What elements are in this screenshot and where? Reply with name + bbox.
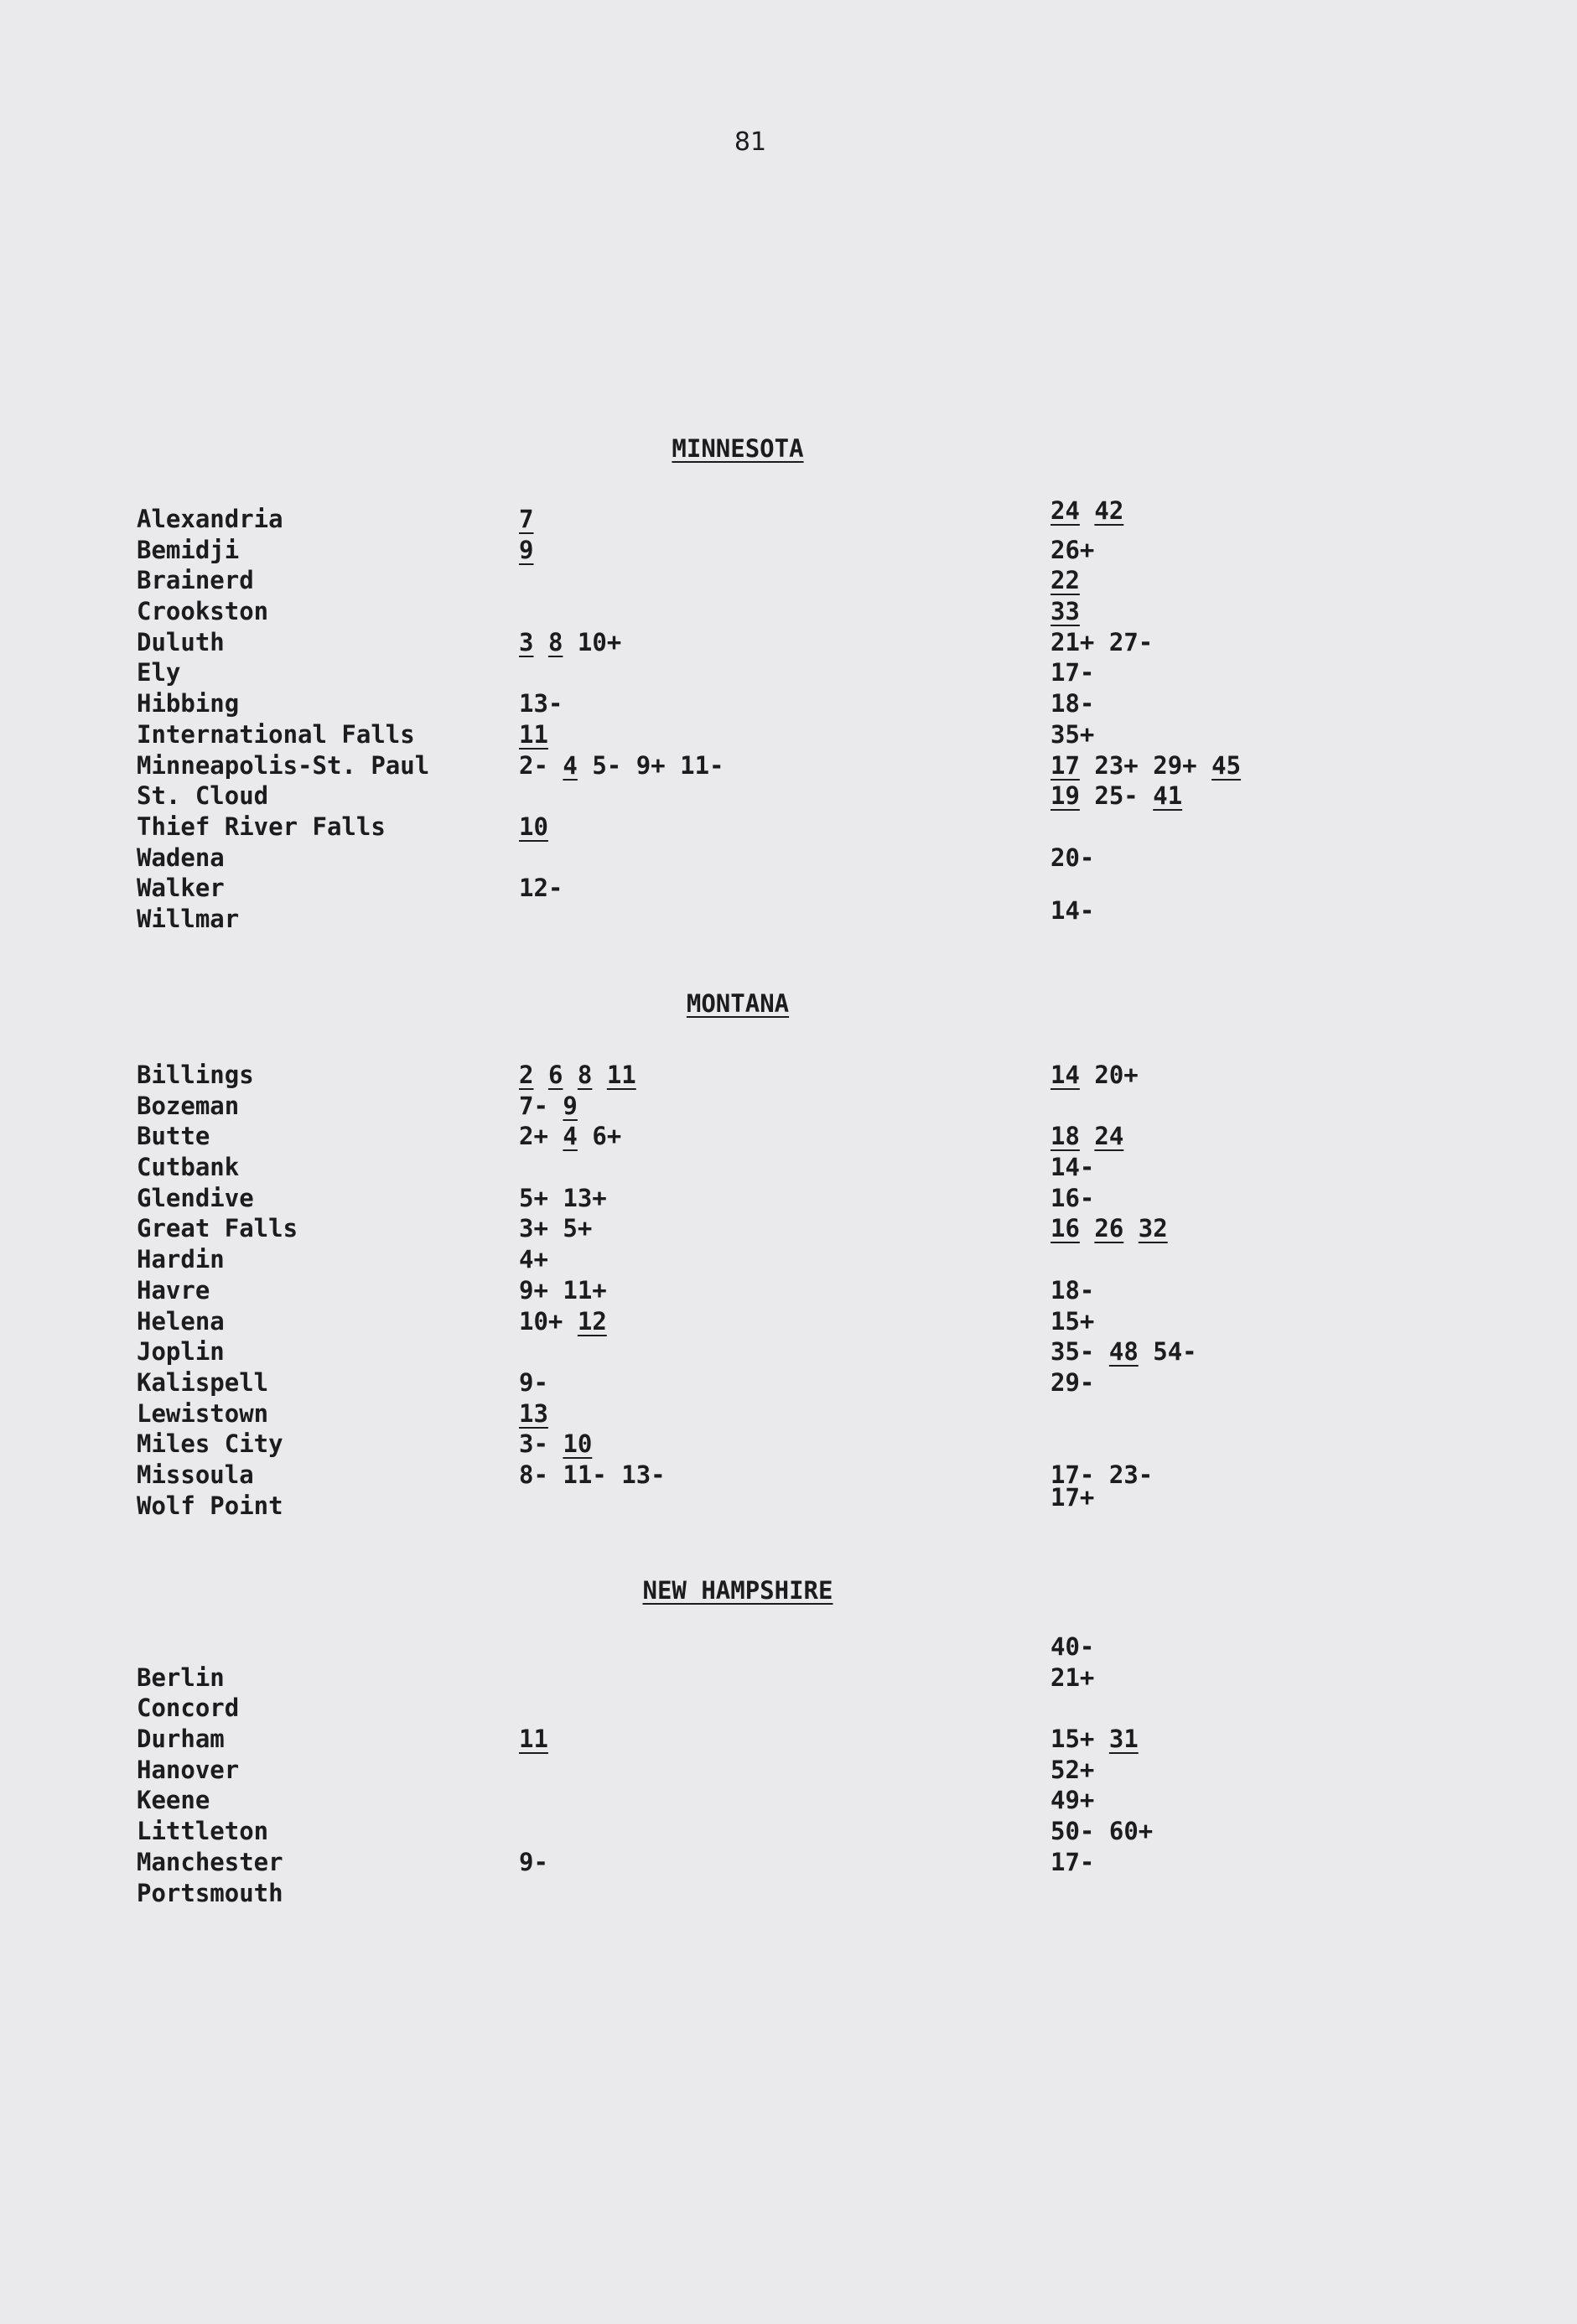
table-row bbox=[0, 1785, 1577, 1816]
first-column-values bbox=[519, 1429, 592, 1459]
first-column-values bbox=[519, 1460, 666, 1490]
second-column-values bbox=[1050, 1816, 1153, 1846]
table-row bbox=[0, 1091, 1577, 1122]
table-row bbox=[0, 1460, 1577, 1491]
city-name: St. Cloud bbox=[137, 781, 269, 811]
table-row bbox=[0, 1398, 1577, 1429]
value-token: 52+ bbox=[1050, 1755, 1095, 1784]
value-token: 12 bbox=[577, 1306, 607, 1336]
table-row bbox=[0, 1152, 1577, 1183]
value-token: 24 bbox=[1094, 1122, 1124, 1151]
value-token: 16- bbox=[1050, 1183, 1095, 1212]
value-token: 9+ bbox=[519, 1275, 548, 1305]
value-token: 9 bbox=[519, 535, 534, 564]
city-name: Hardin bbox=[137, 1245, 225, 1274]
second-column-values bbox=[1050, 843, 1094, 873]
city-name: Duluth bbox=[137, 627, 225, 656]
first-column-values bbox=[519, 504, 533, 534]
value-token: 24 bbox=[1050, 496, 1080, 525]
table-row bbox=[0, 1121, 1577, 1152]
value-token: 26 bbox=[1094, 1214, 1124, 1243]
second-column-values bbox=[1050, 1755, 1094, 1785]
value-token: 16 bbox=[1050, 1214, 1080, 1243]
city-name: Hibbing bbox=[137, 689, 240, 718]
value-token: 20+ bbox=[1094, 1061, 1139, 1089]
city-name: Crookston bbox=[137, 597, 269, 626]
value-token: 23- bbox=[1108, 1460, 1154, 1489]
value-token: 15+ bbox=[1050, 1306, 1095, 1336]
value-token: 6+ bbox=[592, 1122, 622, 1151]
section-new-hampshire bbox=[0, 1631, 1577, 1908]
table-row bbox=[0, 565, 1577, 596]
city-name: Cutbank bbox=[137, 1153, 240, 1182]
city-name: Keene bbox=[137, 1786, 210, 1815]
section-heading-montana: MONTANA bbox=[686, 989, 790, 1018]
table-row bbox=[0, 1631, 1577, 1663]
first-column-values bbox=[519, 627, 621, 657]
second-column-values bbox=[1050, 1367, 1094, 1398]
table-row bbox=[0, 812, 1577, 843]
first-column-values bbox=[519, 873, 563, 903]
value-token: 7 bbox=[519, 505, 534, 533]
section-heading-new-hampshire: NEW HAMPSHIRE bbox=[642, 1576, 833, 1605]
city-name: Littleton bbox=[137, 1817, 269, 1846]
second-column-values bbox=[1050, 565, 1080, 595]
city-name: Havre bbox=[137, 1275, 210, 1305]
value-token: 27- bbox=[1108, 627, 1154, 656]
city-name: Minneapolis-St. Paul bbox=[137, 750, 430, 780]
value-token: 11 bbox=[519, 1725, 548, 1754]
second-column-values bbox=[1050, 1152, 1094, 1182]
city-name: Wolf Point bbox=[137, 1491, 283, 1520]
value-token: 8 bbox=[577, 1061, 593, 1089]
table-row bbox=[0, 1724, 1577, 1755]
table-row bbox=[0, 496, 1577, 535]
table-row bbox=[0, 1693, 1577, 1724]
city-name: Concord bbox=[137, 1694, 240, 1723]
value-token: 60+ bbox=[1108, 1817, 1154, 1846]
second-column-values bbox=[1050, 1663, 1094, 1693]
city-name: Kalispell bbox=[137, 1367, 269, 1397]
first-column-values bbox=[519, 1724, 548, 1754]
table-row bbox=[0, 750, 1577, 781]
second-column-values bbox=[1050, 1785, 1094, 1815]
value-token: 33 bbox=[1050, 597, 1080, 626]
value-token: 35+ bbox=[1050, 719, 1095, 749]
value-token: 9- bbox=[519, 1367, 548, 1397]
table-row bbox=[0, 688, 1577, 719]
first-column-values bbox=[519, 1367, 548, 1398]
city-name: Lewistown bbox=[137, 1398, 269, 1428]
second-column-values bbox=[1050, 781, 1182, 811]
city-name: Glendive bbox=[137, 1183, 254, 1212]
section-minnesota bbox=[0, 496, 1577, 935]
second-column-values bbox=[1050, 1336, 1197, 1367]
value-token: 5+ bbox=[563, 1214, 593, 1243]
value-token: 10 bbox=[563, 1429, 593, 1459]
city-name: Wadena bbox=[137, 843, 225, 872]
value-token: 14- bbox=[1050, 1153, 1095, 1182]
value-token: 10+ bbox=[519, 1306, 563, 1336]
second-column-values bbox=[1050, 1183, 1094, 1213]
value-token: 11- bbox=[563, 1460, 607, 1489]
table-row bbox=[0, 873, 1577, 904]
value-token: 54- bbox=[1153, 1337, 1197, 1367]
value-token: 3- bbox=[519, 1429, 548, 1459]
value-token: 29- bbox=[1050, 1367, 1095, 1397]
first-column-values bbox=[519, 535, 533, 565]
table-row bbox=[0, 1816, 1577, 1847]
table-row bbox=[0, 895, 1577, 935]
city-name: Brainerd bbox=[137, 566, 254, 595]
second-column-values bbox=[1050, 1060, 1139, 1090]
second-column-values bbox=[1050, 1724, 1139, 1754]
city-name: Alexandria bbox=[137, 505, 283, 533]
table-row bbox=[0, 657, 1577, 688]
value-token: 7- bbox=[519, 1091, 548, 1120]
value-token: 41 bbox=[1153, 781, 1183, 811]
city-name: Bemidji bbox=[137, 535, 240, 564]
second-column-values bbox=[1050, 1847, 1094, 1877]
value-token: 32 bbox=[1138, 1214, 1168, 1243]
second-column-values bbox=[1050, 750, 1241, 781]
value-token: 17- bbox=[1050, 1847, 1095, 1876]
table-row bbox=[0, 1336, 1577, 1367]
second-column-values bbox=[1050, 657, 1094, 687]
table-row bbox=[0, 1663, 1577, 1694]
value-token: 5- bbox=[592, 750, 622, 780]
value-token: 8- bbox=[519, 1460, 548, 1489]
city-name: Great Falls bbox=[137, 1214, 298, 1243]
city-name: Hanover bbox=[137, 1755, 240, 1784]
first-column-values bbox=[519, 1121, 621, 1151]
value-token: 23+ bbox=[1094, 750, 1139, 780]
first-column-values bbox=[519, 1244, 548, 1274]
table-row bbox=[0, 1755, 1577, 1786]
value-token: 49+ bbox=[1050, 1786, 1095, 1815]
second-column-values bbox=[1050, 1121, 1123, 1151]
table-row bbox=[0, 781, 1577, 812]
value-token: 9 bbox=[563, 1091, 578, 1120]
first-column-values bbox=[519, 1091, 578, 1121]
first-column-values bbox=[519, 1275, 607, 1305]
value-token: 4+ bbox=[519, 1245, 548, 1274]
second-column-values bbox=[1050, 1306, 1094, 1336]
first-column-values bbox=[519, 1306, 607, 1336]
city-name: Billings bbox=[137, 1061, 254, 1089]
city-name: Willmar bbox=[137, 904, 240, 933]
section-heading-minnesota: MINNESOTA bbox=[672, 434, 804, 463]
city-name: Manchester bbox=[137, 1847, 283, 1876]
table-row bbox=[0, 1306, 1577, 1337]
table-row bbox=[0, 1213, 1577, 1244]
value-token: 11 bbox=[519, 719, 548, 749]
value-token: 14- bbox=[1050, 895, 1095, 925]
value-token: 17 bbox=[1050, 750, 1080, 780]
value-token: 45 bbox=[1211, 750, 1242, 780]
value-token: 29+ bbox=[1153, 750, 1197, 780]
value-token: 25- bbox=[1094, 781, 1139, 811]
value-token: 11- bbox=[680, 750, 724, 780]
value-token: 11 bbox=[606, 1061, 636, 1089]
city-name: Joplin bbox=[137, 1337, 225, 1367]
value-token: 2+ bbox=[519, 1122, 548, 1151]
value-token: 17- bbox=[1050, 658, 1095, 687]
second-column-values bbox=[1050, 596, 1080, 626]
value-token: 6 bbox=[547, 1061, 563, 1089]
first-column-values bbox=[519, 1398, 548, 1429]
first-column-values bbox=[519, 812, 548, 842]
table-row bbox=[0, 1367, 1577, 1398]
table-row bbox=[0, 1060, 1577, 1091]
value-token: 5+ bbox=[519, 1183, 548, 1212]
city-name: Portsmouth bbox=[137, 1878, 283, 1907]
table-row bbox=[0, 1482, 1577, 1522]
table-row bbox=[0, 843, 1577, 874]
value-token: 21+ bbox=[1050, 1663, 1095, 1692]
table-row bbox=[0, 719, 1577, 750]
table-row bbox=[0, 1847, 1577, 1878]
value-token: 15+ bbox=[1050, 1725, 1095, 1754]
value-token: 19 bbox=[1050, 781, 1080, 811]
table-row bbox=[0, 1183, 1577, 1214]
value-token: 42 bbox=[1094, 496, 1124, 525]
value-token: 10+ bbox=[577, 627, 622, 656]
first-column-values bbox=[519, 719, 548, 750]
table-row bbox=[0, 1429, 1577, 1460]
city-name: Durham bbox=[137, 1725, 225, 1754]
table-row bbox=[0, 627, 1577, 658]
value-token: 2 bbox=[519, 1061, 534, 1089]
city-name: Thief River Falls bbox=[137, 812, 386, 841]
value-token: 9- bbox=[519, 1847, 548, 1876]
value-token: 40- bbox=[1050, 1632, 1095, 1661]
city-name: Bozeman bbox=[137, 1091, 240, 1120]
first-column-values bbox=[519, 688, 563, 718]
second-column-values bbox=[1050, 1275, 1094, 1305]
second-column-values bbox=[1050, 895, 1094, 926]
table-row bbox=[0, 1878, 1577, 1909]
value-token: 13 bbox=[519, 1398, 548, 1428]
value-token: 22 bbox=[1050, 566, 1080, 595]
table-row bbox=[0, 596, 1577, 627]
second-column-values bbox=[1050, 1213, 1168, 1243]
value-token: 31 bbox=[1108, 1725, 1139, 1754]
value-token: 3 bbox=[519, 627, 534, 656]
value-token: 10 bbox=[519, 812, 548, 841]
value-token: 50- bbox=[1050, 1817, 1095, 1846]
city-name: Walker bbox=[137, 874, 225, 903]
value-token: 2- bbox=[519, 750, 548, 780]
value-token: 18 bbox=[1050, 1122, 1080, 1151]
second-column-values bbox=[1050, 495, 1123, 526]
value-token: 48 bbox=[1108, 1337, 1139, 1367]
value-token: 4 bbox=[563, 750, 578, 780]
value-token: 14 bbox=[1050, 1061, 1080, 1089]
table-row bbox=[0, 535, 1577, 566]
first-column-values bbox=[519, 1847, 548, 1877]
value-token: 21+ bbox=[1050, 627, 1095, 656]
value-token: 12- bbox=[519, 874, 563, 903]
second-column-values bbox=[1050, 688, 1094, 718]
value-token: 4 bbox=[563, 1122, 578, 1151]
second-column-values bbox=[1050, 1631, 1094, 1662]
value-token: 11+ bbox=[563, 1275, 607, 1305]
city-name: Helena bbox=[137, 1306, 225, 1336]
city-name: Berlin bbox=[137, 1663, 225, 1692]
value-token: 13- bbox=[621, 1460, 666, 1489]
first-column-values bbox=[519, 1060, 636, 1090]
section-montana bbox=[0, 1060, 1577, 1521]
first-column-values bbox=[519, 1183, 607, 1213]
value-token: 18- bbox=[1050, 689, 1095, 718]
value-token: 17- bbox=[1050, 1460, 1095, 1489]
page-number: 81 bbox=[734, 127, 767, 157]
value-token: 17+ bbox=[1050, 1482, 1095, 1512]
city-name: Ely bbox=[137, 658, 181, 687]
value-token: 13+ bbox=[563, 1183, 607, 1212]
city-name: Butte bbox=[137, 1122, 210, 1151]
value-token: 9+ bbox=[635, 750, 666, 780]
first-column-values bbox=[519, 1213, 592, 1243]
first-column-values bbox=[519, 750, 724, 781]
second-column-values bbox=[1050, 719, 1094, 750]
value-token: 8 bbox=[547, 627, 563, 656]
second-column-values bbox=[1050, 1482, 1094, 1512]
value-token: 35- bbox=[1050, 1337, 1095, 1367]
second-column-values bbox=[1050, 627, 1153, 657]
value-token: 20- bbox=[1050, 843, 1095, 872]
city-name: Miles City bbox=[137, 1429, 283, 1459]
second-column-values bbox=[1050, 535, 1094, 565]
table-row bbox=[0, 1244, 1577, 1275]
value-token: 18- bbox=[1050, 1275, 1095, 1305]
value-token: 3+ bbox=[519, 1214, 548, 1243]
value-token: 26+ bbox=[1050, 535, 1095, 564]
value-token: 13- bbox=[519, 689, 563, 718]
city-name: International Falls bbox=[137, 719, 415, 749]
city-name: Missoula bbox=[137, 1460, 254, 1489]
table-row bbox=[0, 1275, 1577, 1306]
